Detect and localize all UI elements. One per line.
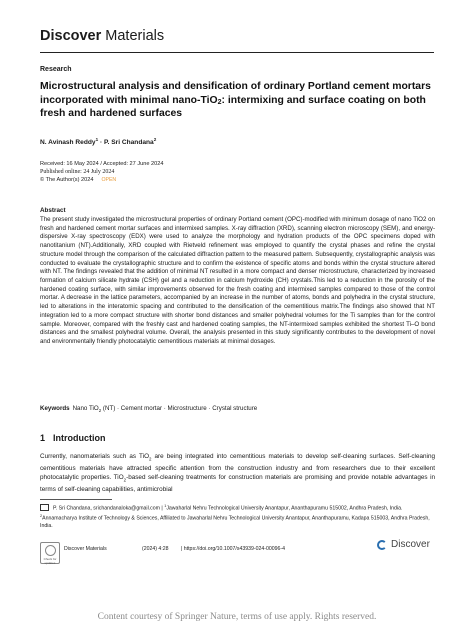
abstract-heading: Abstract bbox=[40, 207, 66, 214]
introduction-text: Currently, nanomaterials such as TiO$_2$ are being integrated into cementitious materials to develop self-cleaning surfaces. Self-cleaning cementitious materials have attracted specific attention from the construction industry and from researchers due to their excellent photocatalytic properties. TiO$_2$-based self-cleaning treatments for construction materials are promising and provide notable advantages in terms of self-cleaning capabilities, antimicrobial bbox=[40, 453, 436, 494]
courtesy-notice: Content courtesy of Springer Nature, terms of use apply. Rights reserved. bbox=[97, 612, 377, 622]
author-list: N. Avinash Reddy$^1$ · P. Sri Chandana$^2$ bbox=[40, 137, 157, 147]
abstract-text: The present study investigated the microstructural properties of ordinary Portland cement (OPC)-modified with minimum dosage of nano TiO2 on fresh and hardened cement mortar surfaces and intermixed samples. X-ray diffraction (XRD), scanning electron microscopy (SEM), and energy-dispersive X-ray spectroscopy (EDX) were used to analyze the morphology and hydration products of the OPC specimens doped with nanotitanium (NT).Additionally, XRD coupled with Rietveld refinement was employed to quantify the crystal phases and refine the crystal structure model through the comparison of the calculated diffraction pattern to the measured pattern. Subsequently, crystallographic analysis was conducted to evaluate the crystallographic structure and to confirm the existence of specific atoms and bonds within the crystal structure altered with NT. The findings revealed that the addition of minimal NT resulted in a more compact and denser microstructure, characterized by increased formation of calcium silicate hydrate (CSH) gel and a reduction in calcium hydroxide (CH) crystals.This led to a reduction in the porosity of the hardened coating surface, with similar improvements observed for the fresh coating and intermixed samples compared to those of the control mortar. A decrease in the lattice parameters, accompanied by an increase in the number of atoms, bonds and polyhedra in the crystal structure, led to alterations in the interatomic spacing and contributed to the densification of the cementitious matrix.The findings also showed that NT integration led to a more compact structure with shorter bond distances and smaller polyhedral volumes for the Ti samples than for the control sample. Moreover, compared with the freshly cast and hardened coating samples, the NT-intermixed samples exhibited the shortest Ti–O bond distances and the smallest polyhedral volume. Overall, the analysis presented in this study significantly contributes to the development of novel and environmentally friendly photocatalytic cementitious materials at minimal dosages. bbox=[40, 216, 435, 346]
copyright-line: © The Author(s) 2024 OPEN bbox=[40, 177, 117, 184]
envelope-icon bbox=[40, 504, 49, 511]
article-dates bbox=[40, 160, 163, 185]
article-type: Research bbox=[40, 66, 72, 73]
article-title: Microstructural analysis and densification of ordinary Portland cement mortars incorporated with minimal nano-TiO$_2$: intermixing and surface coating on both fresh and hardened surfaces bbox=[40, 81, 431, 120]
footnote-rule bbox=[40, 499, 112, 500]
author-name: P. Sri Chandana bbox=[104, 139, 154, 147]
affiliations-footnote: P. Sri Chandana, srichandanaloka@gmail.com | $^1$Jawaharlal Nehru Technological University Anantapur, Ananthapuramu 515002, Andhra Pradesh, India. $^2$Annamacharya Institute of Technology & Sciences, Affiliated to Jawaharlal Nehru Technological University Anantapur, Ananthapuramu, Kadapa 515003, Andhra Pradesh, India. bbox=[40, 504, 430, 529]
journal-name: Discover Materials bbox=[40, 28, 165, 44]
published-online: Published online: 24 July 2024 bbox=[40, 169, 115, 176]
header-rule bbox=[40, 52, 434, 53]
open-access-badge: OPEN bbox=[101, 177, 117, 184]
section-heading: 1 Introduction bbox=[40, 433, 106, 443]
author-name: N. Avinash Reddy bbox=[40, 139, 96, 147]
footer-doi-link[interactable]: | https://doi.org/10.1007/s43939-024-00096-4 bbox=[181, 546, 286, 552]
discover-logo-icon bbox=[377, 540, 387, 550]
footer-volume: (2024) 4:28 bbox=[142, 546, 169, 552]
discover-logo: Discover bbox=[377, 539, 430, 550]
received-accepted: Received: 16 May 2024 / Accepted: 27 June 2024 bbox=[40, 161, 164, 167]
footer-journal: Discover Materials bbox=[64, 546, 107, 552]
keywords: Keywords Nano TiO$_2$ (NT) · Cement mortar · Microstructure · Crystal structure bbox=[40, 405, 258, 414]
crossmark-icon[interactable]: Check for updates bbox=[40, 542, 60, 564]
